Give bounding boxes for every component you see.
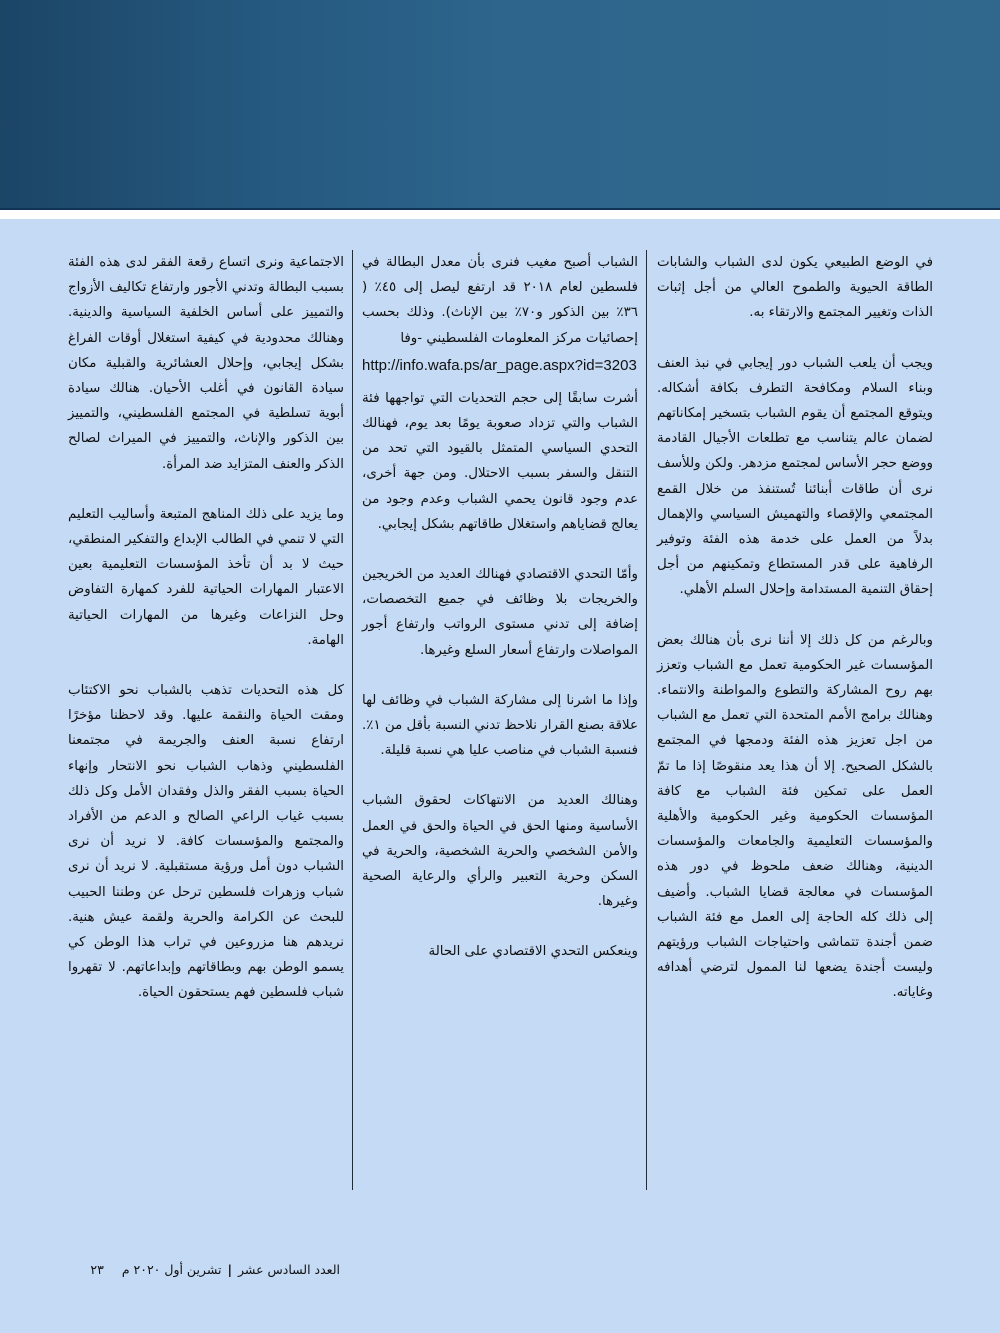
article-paragraph: الشباب أصبح مغيب فنرى بأن معدل البطالة في فلسطين لعام ٢٠١٨ قد ارتفع ليصل إلى ٤٥٪ ( ٣٦٪ بين الذكور و٧٠٪ بين الإناث). وذلك بحسب إحصائيات مركز المعلومات الفلسطيني -وفا <box>362 255 638 346</box>
issue-label: العدد السادس عشر <box>238 1262 340 1277</box>
article-paragraph: وأمّا التحدي الاقتصادي فهنالك العديد من الخريجين والخريجات بلا وظائف في جميع التخصصات، إضافة إلى تدني مستوى الرواتب وارتفاع أجور المواصلات وارتفاع أسعار السلع وغيرها. <box>362 567 638 658</box>
article-column-right <box>657 250 933 1006</box>
article-paragraph: كل هذه التحديات تذهب بالشباب نحو الاكتئاب ومقت الحياة والنقمة عليها. وقد لاحظنا مؤخرًا ارتفاع نسبة العنف والجريمة في مجتمعنا الفلسطيني وذهاب الشباب نحو الانتحار وإنهاء الحياة بسبب الفقر والذل وفقدان الأمل وكل ذلك بسبب غياب الراعي الصالح و الدعم من الأفراد والمجتمع والمؤسسات كافة. لا نريد أن نرى الشباب دون أمل ورؤية مستقبلية. لا نريد أن نرى شباب وزهرات فلسطين ترحل عن وطننا الحبيب للبحث عن الكرامة والحرية ولقمة عيش هنية. نريدهم هنا مزروعين في تراب هذا الوطن كي يسمو الوطن بهم وبطاقاتهم وإبداعاتهم. لا تقهروا شباب فلسطين فهم يستحقون الحياة. <box>68 683 344 1001</box>
article-paragraph: وهنالك العديد من الانتهاكات لحقوق الشباب الأساسية ومنها الحق في الحياة والحق في العمل والأمن الشخصي والحرية الشخصية، والحرية في السكن وحرية التعبير والرأي والرعاية الصحية وغيرها. <box>362 793 638 910</box>
column-divider <box>352 250 353 1190</box>
article-paragraph: ويجب أن يلعب الشباب دور إيجابي في نبذ العنف وبناء السلام ومكافحة التطرف بكافة أشكاله. ويتوقع المجتمع أن يقوم الشباب بتسخير إمكاناتهم لضمان عالم يتناسب مع تطلعات الأجيال القادمة ووضع حجر الأساس لمجتمع مزدهر. ولكن وللأسف نرى أن طاقات أبنائنا تُستنفذ من خلال القمع المجتمعي والإقصاء والتهميش السياسي والإهمال بدلاً من العمل على خدمة هذه الفئة وتوفير الرفاهية على قدر المستطاع وتمكينهم من أجل إحقاق التنمية المستدامة وإحلال السلم الأهلي. <box>657 355 933 598</box>
footer-separator: | <box>227 1262 233 1277</box>
article-paragraph: وإذا ما اشرنا إلى مشاركة الشباب في وظائف لها علاقة بصنع القرار نلاحظ تدني النسبة بأقل من ١٪. فنسبة الشباب في مناصب عليا هي نسبة قليلة. <box>362 692 638 759</box>
column-divider <box>646 250 647 1190</box>
article-paragraph: وينعكس التحدي الاقتصادي على الحالة <box>428 944 638 960</box>
issue-date: تشرين أول ٢٠٢٠ م <box>121 1262 222 1277</box>
article-column-left <box>68 250 344 1006</box>
header-divider-strip <box>0 210 1000 219</box>
article-paragraph: وما يزيد على ذلك المناهج المتبعة وأساليب التعليم التي لا تنمي في الطالب الإبداع والتفكير المنطقي، حيث لا بد أن تأخذ المؤسسات التعليمية بعين الاعتبار المهارات الحياتية للفرد كمهارة التفاوض وحل النزاعات وغيرها من المهارات الحياتية الهامة. <box>68 506 344 648</box>
article-paragraph: في الوضع الطبيعي يكون لدى الشباب والشابات الطاقة الحيوية والطموح العالي من أجل إثبات الذات وتغيير المجتمع والارتقاء به. <box>657 255 933 321</box>
page-footer <box>60 1262 340 1277</box>
article-paragraph: أشرت سابقًا إلى حجم التحديات التي تواجهها فئة الشباب والتي تزداد صعوبة يومًا بعد يوم، فهنالك التحدي السياسي المتمثل بالقيود التي تحد من التنقل والسفر بسبب الاحتلال. ومن جهة أخرى، عدم وجود قانون يحمي الشباب وعدم وجود من يعالج قضاياهم واستغلال طاقاتهم بشكل إيجابي. <box>362 390 638 532</box>
source-link[interactable]: http://info.wafa.ps/ar_page.aspx?id=3203 <box>362 356 637 374</box>
header-banner <box>0 0 1000 210</box>
article-paragraph: وبالرغم من كل ذلك إلا أننا نرى بأن هنالك بعض المؤسسات غير الحكومية تعمل مع الشباب وتعزز بهم روح المشاركة والتطوع والمواطنة والانتماء. وهنالك برامج الأمم المتحدة التي تعمل مع الشباب من اجل تعزيز هذه الفئة ودمجها في المجتمع بالشكل الصحيح. إلا أن هذا يعد منقوصًا إذا ما تمّ العمل على تمكين فئة الشباب مع كافة المؤسسات الحكومية وغير الحكومية والأهلية والمؤسسات التعليمية والجامعات والمؤسسات الدينية، وهنالك ضعف ملحوظ في دور هذه المؤسسات في معالجة قضايا الشباب. وأضيف إلى ذلك كله الحاجة إلى العمل مع فئة الشباب ضمن أجندة تتماشى واحتياجات الشباب ورؤيتهم وليست أجندة يضعها لنا الممول لترضي أهدافه وغاياته. <box>657 632 933 1001</box>
article-column-middle <box>362 250 638 965</box>
article-paragraph: الاجتماعية ونرى اتساع رقعة الفقر لدى هذه الفئة بسبب البطالة وتدني الأجور وارتفاع تكاليف الأزواج والتمييز على أساس الخلفية السياسية والدينية. وهنالك محدودية في كيفية استغلال أوقات الفراغ بشكل إيجابي، وإحلال العشائرية والقبلية مكان سيادة القانون في أغلب الأحيان. هنالك سيادة أبوية تسلطية في المجتمع الفلسطيني، والتمييز بين الذكور والإناث، والتمييز في الميراث لصالح الذكر والعنف المتزايد ضد المرأة. <box>68 255 344 472</box>
page-number: ٢٣ <box>90 1262 104 1277</box>
